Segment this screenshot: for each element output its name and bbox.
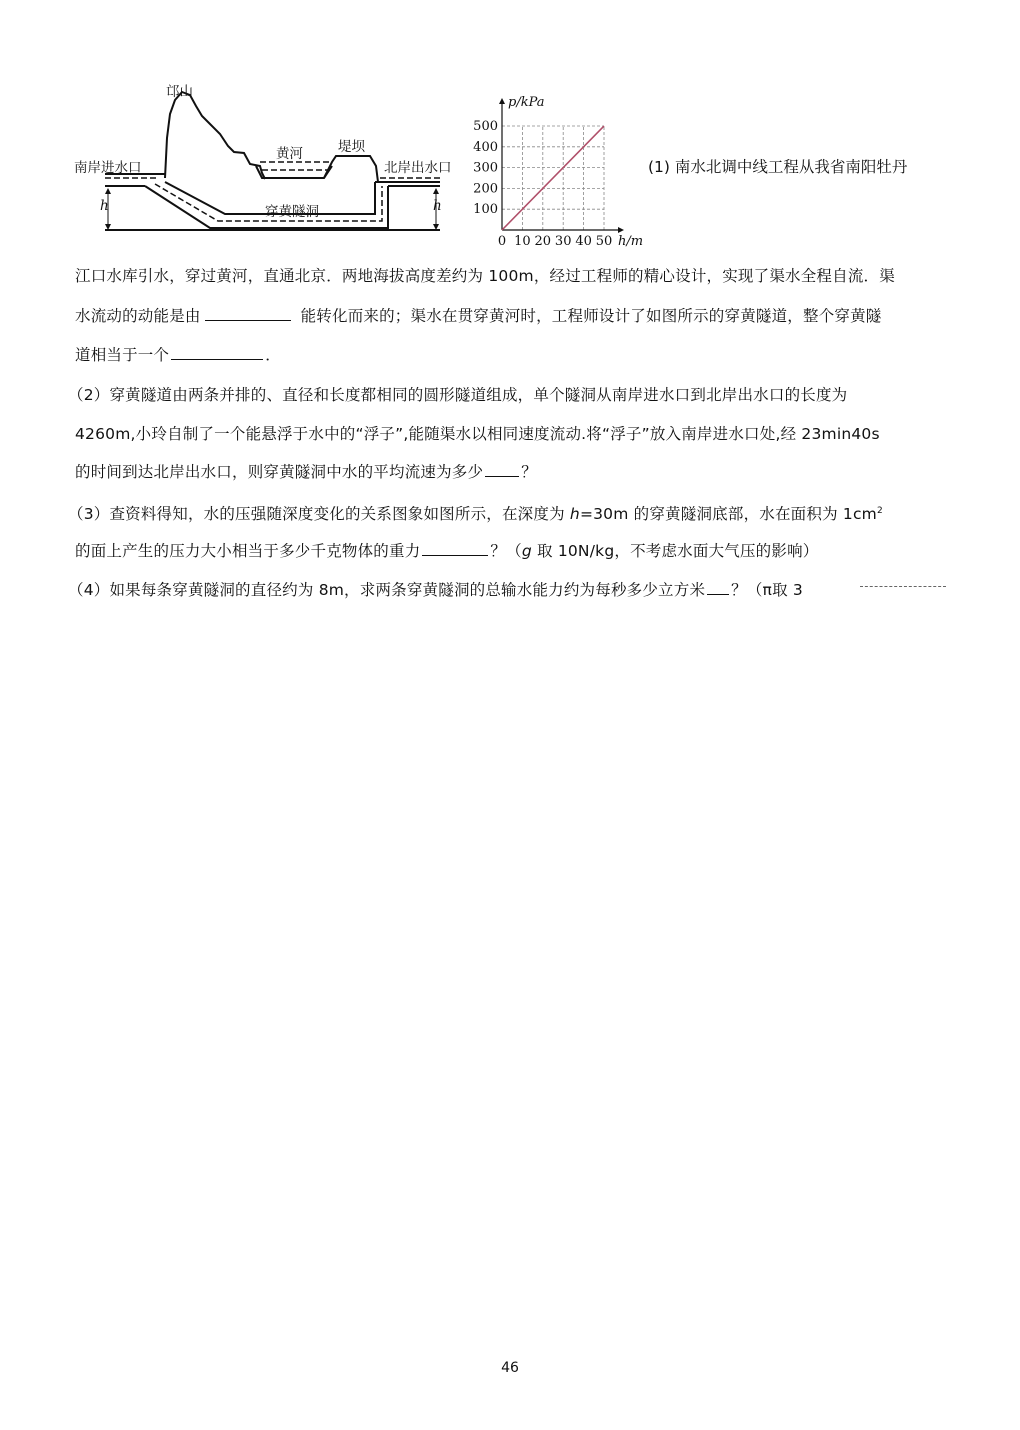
y-tick-label: 400 <box>473 139 498 155</box>
answer-blank-4[interactable] <box>422 541 488 556</box>
q2-line2: 4260m,小玲自制了一个能悬浮于水中的“浮子”,能随渠水以相同速度流动.将“浮子”放入南岸进水口处,经 23min40s <box>75 425 880 443</box>
q2-line3-end: ？ <box>521 463 537 481</box>
mountain-label: 邙山 <box>166 84 193 100</box>
y-tick-label: 300 <box>473 160 498 176</box>
q1-head: (1) 南水北调中线工程从我省南阳牡丹 <box>648 158 908 176</box>
x-tick-label: 40 <box>575 234 592 249</box>
q4-line1-start: （4）如果每条穿黄隧洞的直径约为 8m，求两条穿黄隧洞的总输水能力约为每秒多少立方米 <box>68 581 706 599</box>
y-axis-label: p/kPa <box>508 95 545 110</box>
x-tick-label: 30 <box>554 234 572 249</box>
q1-line4-end: ． <box>265 346 281 364</box>
answer-blank-3[interactable] <box>485 462 519 477</box>
q2-line3-start: 的时间到达北岸出水口，则穿黄隧洞中水的平均流速为多少 <box>75 463 484 481</box>
answer-blank-2[interactable] <box>171 345 263 360</box>
q3-superscript: 2 <box>876 506 883 516</box>
q3-line2-end: 取 10N/kg，不考虑水面大气压的影响） <box>531 542 819 560</box>
q3-line2-start: 的面上产生的压力大小相当于多少千克物体的重力 <box>75 542 421 560</box>
q1-line3 <box>75 306 882 326</box>
dam-label: 堤坝 <box>338 139 365 155</box>
q3-g-symbol: g <box>521 542 532 560</box>
y-tick-label: 500 <box>473 119 498 134</box>
y-axis-arrow <box>499 98 505 104</box>
x-tick-label: 20 <box>534 234 552 249</box>
x-tick-label: 0 <box>497 234 507 249</box>
q1-line2: 江口水库引水，穿过黄河，直通北京．两地海拔高度差约为 100m，经过工程师的精心设计，实现了渠水全程自流．渠 <box>75 267 895 285</box>
q3-line1-start: （3）查资料得知，水的压强随深度变化的关系图象如图所示，在深度为 <box>68 505 570 524</box>
x-axis-label: h/m <box>618 234 644 249</box>
cutoff-dashed-line <box>860 586 946 587</box>
answer-blank-5[interactable] <box>707 580 729 595</box>
q4-line1-end: ？（π取 3 <box>731 581 803 599</box>
series-line <box>502 126 604 230</box>
h-label-left: h <box>100 198 109 214</box>
q2-line3 <box>75 462 537 482</box>
y-tick-label: 200 <box>473 181 498 197</box>
pressure-depth-chart <box>470 95 650 250</box>
q1-line4-start: 道相当于一个 <box>75 346 170 364</box>
q1-line3-end: 能转化而来的；渠水在贯穿黄河时，工程师设计了如图所示的穿黄隧道，整个穿黄隧 <box>300 307 882 325</box>
q1-line3-start: 水流动的动能是由 <box>75 307 201 325</box>
q3-h-symbol: h <box>569 505 580 524</box>
tunnel-label: 穿黄隧洞 <box>265 204 319 220</box>
answer-blank-1[interactable] <box>205 306 291 321</box>
q2-line1: （2）穿黄隧道由两条并排的、直径和长度都相同的圆形隧道组成，单个隧洞从南岸进水口到北岸出水口的长度为 <box>68 386 848 404</box>
q1-line4 <box>75 345 281 365</box>
river-label: 黄河 <box>276 146 303 162</box>
q3-line2-mid: ？（ <box>490 542 522 560</box>
south-inlet-label: 南岸进水口 <box>74 160 142 176</box>
q3-line1 <box>68 501 883 524</box>
h-label-right: h <box>433 198 442 214</box>
y-tick-label: 100 <box>473 202 498 218</box>
q3-line1-mid: =30m 的穿黄隧洞底部，水在面积为 1cm <box>579 505 877 524</box>
north-outlet-label: 北岸出水口 <box>384 160 452 176</box>
q3-line2 <box>75 541 818 561</box>
x-tick-label: 10 <box>514 234 531 249</box>
q4-line1 <box>68 580 803 600</box>
x-tick-label: 50 <box>595 234 613 249</box>
page-number: 46 <box>501 1360 519 1376</box>
x-axis-arrow <box>618 227 624 233</box>
